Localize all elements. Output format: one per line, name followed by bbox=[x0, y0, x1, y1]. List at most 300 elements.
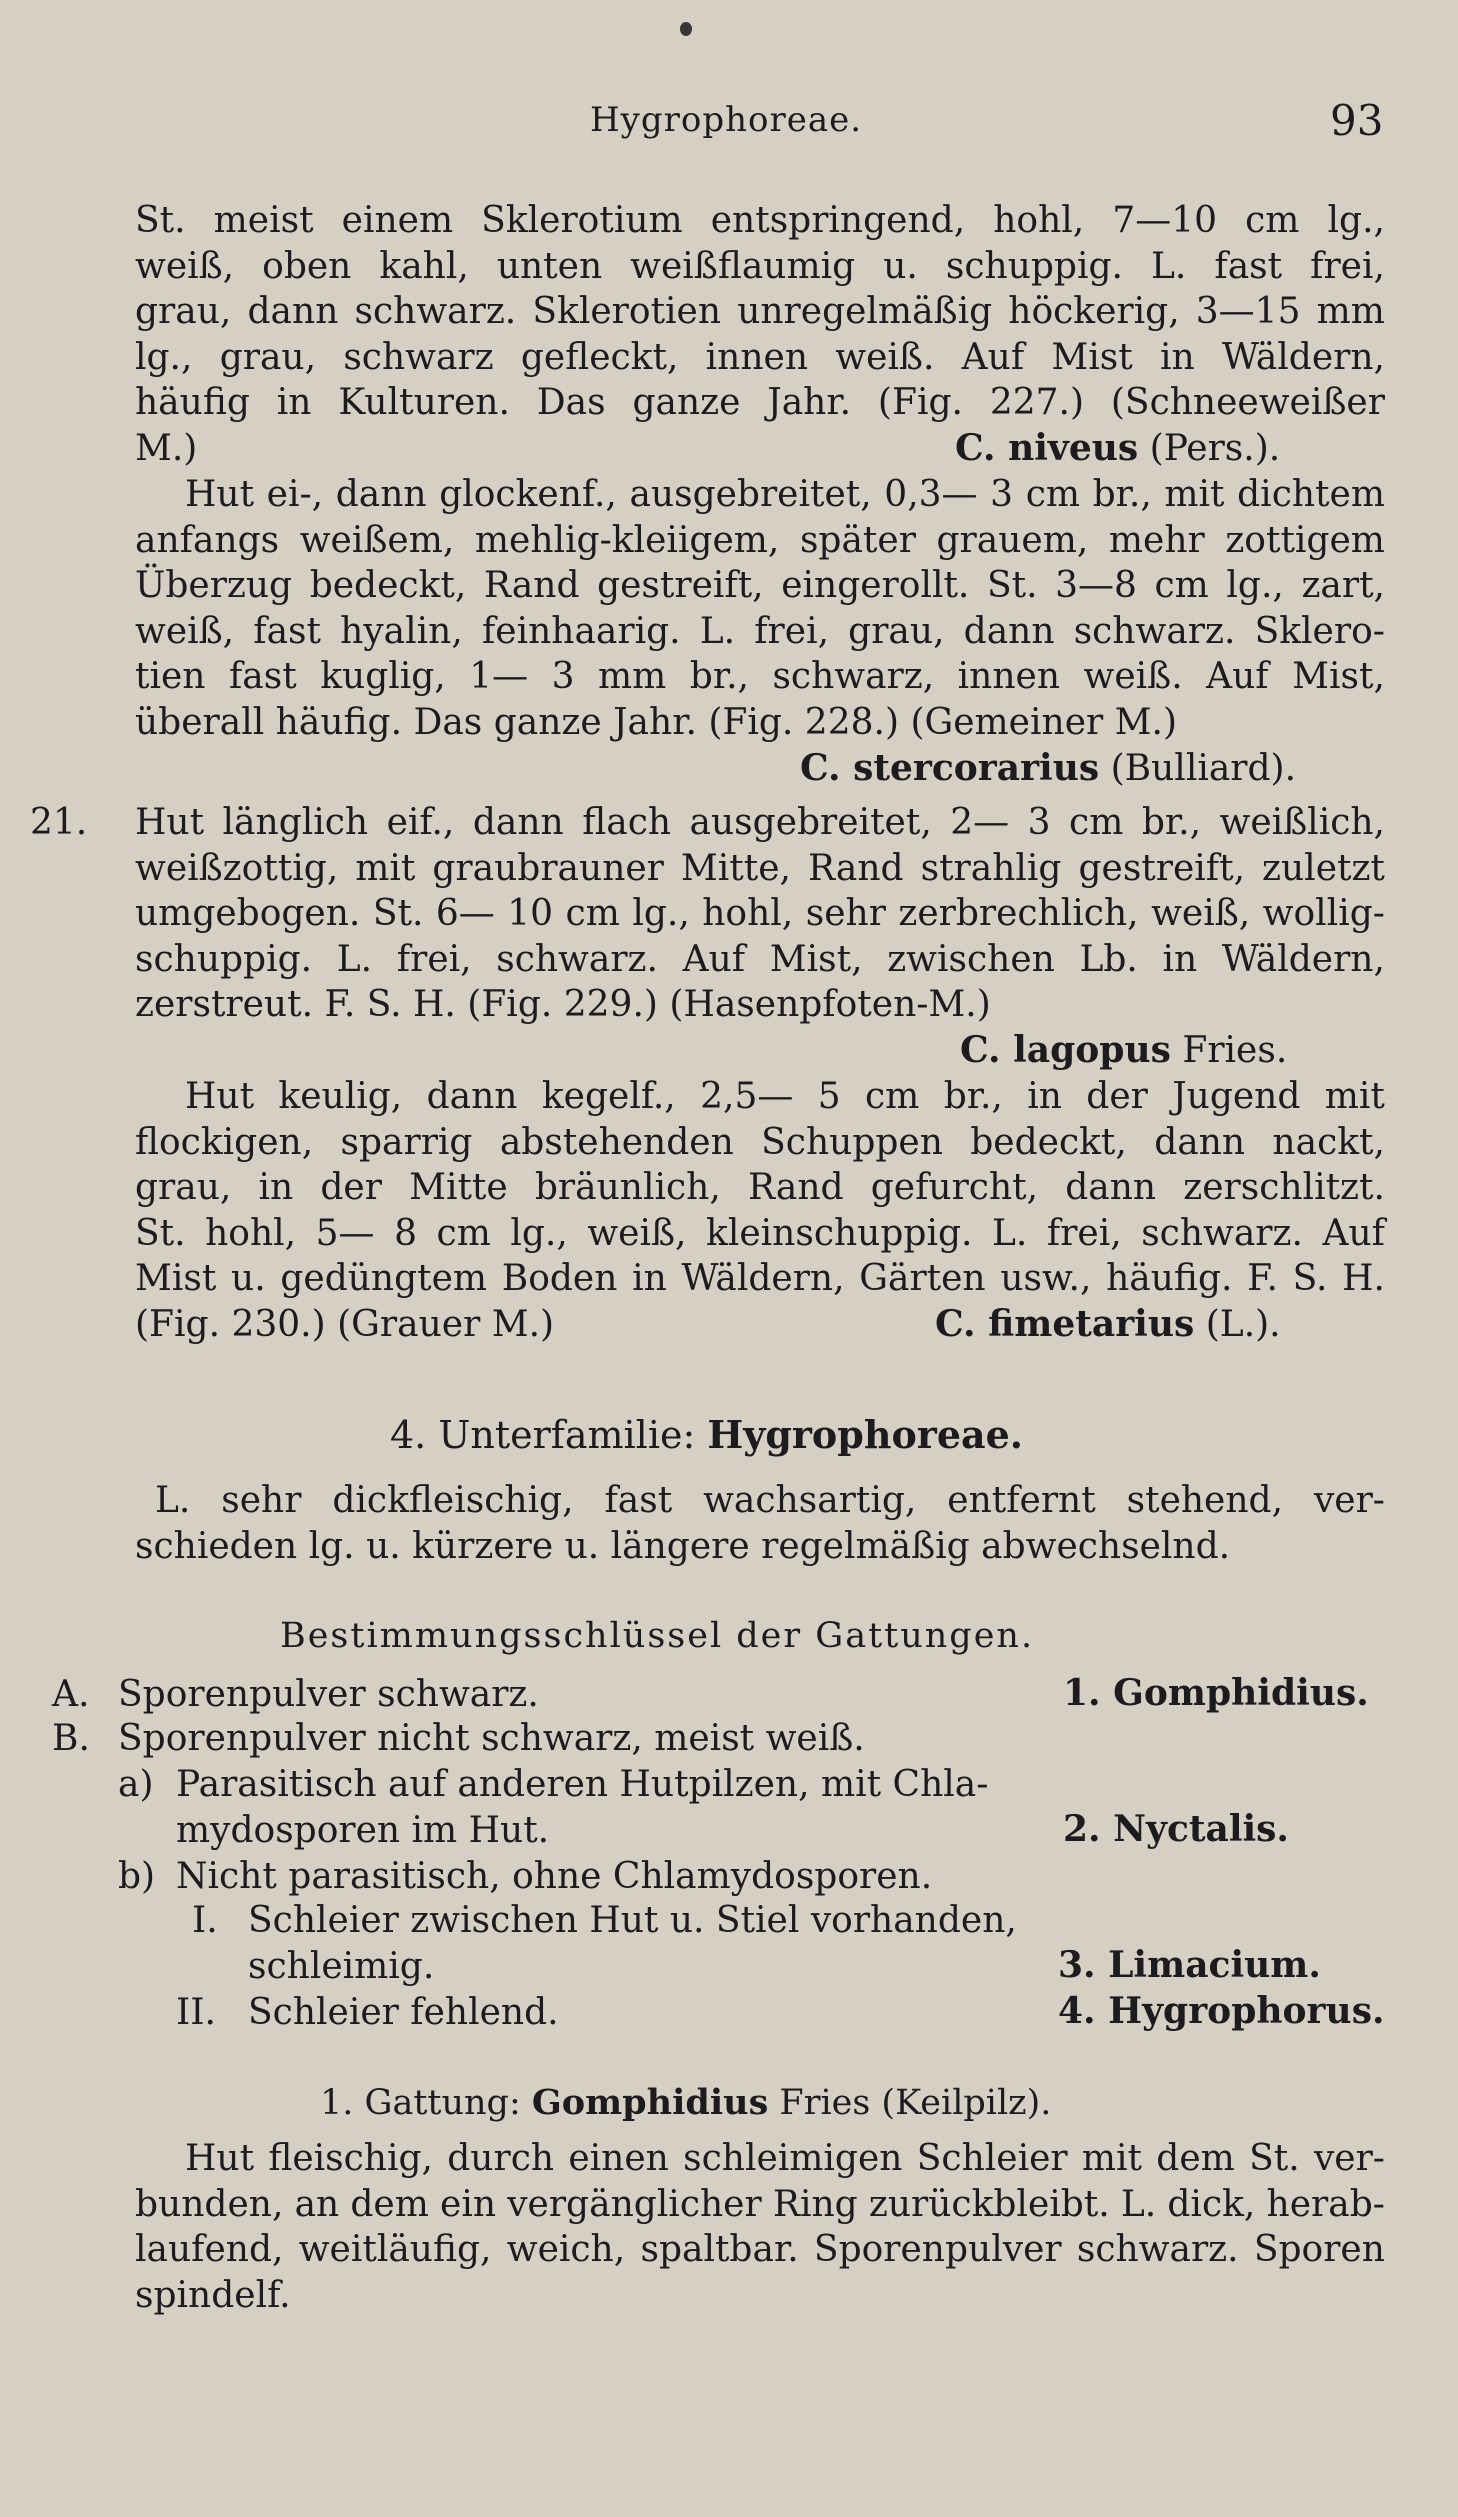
word: kahl, bbox=[379, 245, 469, 287]
word: meist bbox=[213, 200, 314, 241]
species-author: (Pers.). bbox=[1138, 427, 1281, 469]
word: schwarz. bbox=[1073, 610, 1236, 652]
word: innen bbox=[957, 656, 1061, 698]
word: mm bbox=[1316, 291, 1385, 333]
word: cm bbox=[565, 893, 620, 935]
couplet-number: 21. bbox=[30, 802, 88, 843]
word: häufig. bbox=[1106, 1258, 1233, 1300]
word: Ring bbox=[772, 2183, 858, 2225]
word: weiß, bbox=[135, 245, 235, 287]
species-binomial: C. fimetarius bbox=[935, 1302, 1195, 1345]
word: dann bbox=[963, 610, 1055, 652]
word: cm bbox=[1025, 474, 1080, 515]
word: Auf bbox=[1206, 656, 1269, 698]
word: entfernt bbox=[947, 1480, 1096, 1521]
word: ausgebreitet, bbox=[629, 474, 872, 515]
word: Jahr. bbox=[767, 382, 852, 424]
word: weiß, bbox=[587, 1212, 687, 1254]
word: gefurcht, bbox=[870, 1167, 1039, 1209]
word: Sporen bbox=[1253, 2229, 1385, 2271]
word: weiß. bbox=[835, 336, 935, 378]
word: lg., bbox=[510, 1212, 568, 1254]
word: Hut bbox=[185, 474, 255, 515]
word: unten bbox=[496, 245, 603, 287]
word: nackt, bbox=[1272, 1121, 1385, 1163]
species-binomial: C. niveus bbox=[955, 426, 1139, 469]
word: an bbox=[294, 2183, 340, 2225]
word: (Schneeweißer bbox=[1110, 382, 1385, 424]
word: schwarz. bbox=[496, 938, 658, 980]
word: abstehenden bbox=[499, 1121, 734, 1163]
word: sparrig bbox=[340, 1121, 473, 1163]
word: 3 bbox=[551, 656, 575, 698]
text-line: zerstreut. F. S. H. (Fig. 229.) (Hasenpfoten-M.) bbox=[135, 984, 991, 1026]
text-line bbox=[135, 289, 1385, 335]
word: ver- bbox=[1313, 2138, 1385, 2179]
word: grau, bbox=[135, 1167, 232, 1209]
word: dann bbox=[472, 802, 564, 843]
word: Das bbox=[536, 382, 606, 424]
word: mehlig-kleiigem, bbox=[474, 519, 780, 561]
word: fleischig, bbox=[268, 2138, 433, 2179]
word: ver- bbox=[1313, 1480, 1385, 1521]
species-author: (L.). bbox=[1194, 1303, 1281, 1345]
text-line bbox=[135, 1478, 1385, 1524]
word: hyalin, bbox=[340, 610, 463, 652]
word: 3 bbox=[990, 474, 1014, 515]
word: mehr bbox=[1108, 519, 1205, 561]
paragraph-stercorarius bbox=[135, 472, 1385, 791]
ink-dot bbox=[680, 22, 692, 36]
word: St. bbox=[1249, 2138, 1300, 2179]
word: wollig- bbox=[1262, 893, 1385, 935]
word: glockenf., bbox=[439, 474, 617, 515]
word: feinhaarig. bbox=[481, 610, 681, 652]
text-line bbox=[135, 1165, 1385, 1211]
word: Sporenpulver bbox=[813, 2229, 1062, 2271]
word: dann bbox=[1065, 1167, 1157, 1209]
word: Auf bbox=[961, 336, 1025, 378]
word: gestreift, bbox=[1078, 847, 1246, 889]
word: 3—15 bbox=[1195, 291, 1301, 333]
word: kuglig, bbox=[320, 656, 446, 698]
species-name bbox=[955, 426, 1280, 472]
word: frei, bbox=[396, 938, 472, 980]
text-line bbox=[135, 2136, 1385, 2182]
word: weiß, bbox=[1151, 893, 1251, 935]
species-name bbox=[935, 1302, 1281, 1348]
word: Schleier bbox=[916, 2138, 1068, 2179]
text-line bbox=[135, 891, 1385, 937]
word: frei, bbox=[1046, 1212, 1122, 1254]
word: kegelf., bbox=[541, 1076, 676, 1117]
word: eif., bbox=[386, 802, 455, 843]
subfamily-heading bbox=[390, 1412, 1023, 1457]
word: schwarz, bbox=[772, 656, 935, 698]
word: vergänglicher bbox=[507, 2183, 762, 2225]
text-fragment: M.) bbox=[135, 427, 198, 469]
word: weißzottig, bbox=[135, 847, 339, 889]
word: umgebogen. bbox=[135, 893, 361, 935]
running-header: Hygrophoreae. bbox=[590, 100, 863, 140]
word: St. bbox=[135, 1212, 186, 1254]
key-text-ii: Schleier fehlend. bbox=[248, 1992, 559, 2033]
word: cm bbox=[436, 1212, 491, 1254]
genus-name: Gomphidius bbox=[531, 2082, 769, 2123]
word: mit bbox=[1324, 1076, 1385, 1117]
word: weißlich, bbox=[1219, 802, 1385, 843]
word: lg., bbox=[135, 336, 193, 378]
species-author: Fries. bbox=[1170, 1029, 1288, 1071]
text-line bbox=[135, 335, 1385, 381]
word: Kulturen. bbox=[338, 382, 510, 424]
word: Auf bbox=[1322, 1212, 1385, 1254]
word: mit bbox=[355, 847, 416, 889]
text-line: überall häufig. Das ganze Jahr. (Fig. 228.) (Gemeiner M.) bbox=[135, 701, 1177, 743]
word: frei, bbox=[1310, 245, 1385, 287]
word: 8 bbox=[394, 1212, 417, 1254]
genus-heading bbox=[320, 2082, 1051, 2123]
word: bedeckt, bbox=[309, 565, 467, 607]
word: br., bbox=[943, 1076, 1003, 1117]
word: St. bbox=[135, 200, 186, 241]
word: dann bbox=[247, 291, 339, 333]
text-line bbox=[135, 937, 1385, 983]
genus-suffix: Fries (Keilpilz). bbox=[768, 2083, 1052, 2123]
word: sehr bbox=[221, 1480, 302, 1521]
word: Mist bbox=[1051, 336, 1133, 378]
word: L. bbox=[991, 1212, 1028, 1254]
word: schwarz. bbox=[1141, 1212, 1303, 1254]
paragraph-lagopus bbox=[30, 800, 1385, 1074]
word: 7—10 bbox=[1112, 200, 1218, 241]
word: sehr bbox=[805, 893, 886, 935]
word: in bbox=[258, 1167, 294, 1209]
word: flockigen, bbox=[135, 1121, 314, 1163]
word: bräunlich, bbox=[534, 1167, 721, 1209]
word: zerschlitzt. bbox=[1183, 1167, 1385, 1209]
text-line: schieden lg. u. kürzere u. längere regelmäßig abwechselnd. bbox=[135, 1525, 1231, 1567]
word: weitläufig, bbox=[298, 2229, 492, 2271]
word: dem bbox=[1156, 2138, 1235, 2179]
word: keulig, bbox=[278, 1076, 403, 1117]
word: schleimigen bbox=[683, 2138, 903, 2179]
word: Schuppen bbox=[761, 1121, 943, 1163]
text-fragment: (Fig. 230.) (Grauer M.) bbox=[135, 1303, 555, 1345]
key-label-ii: II. bbox=[176, 1992, 216, 2033]
species-name bbox=[960, 1028, 1287, 1074]
word: innen bbox=[705, 336, 809, 378]
word: Wäldern, bbox=[1221, 938, 1385, 980]
word: Sklerotien bbox=[532, 291, 722, 333]
word: dichtem bbox=[1237, 474, 1385, 515]
text-line bbox=[135, 2182, 1385, 2228]
text-line bbox=[135, 654, 1385, 700]
word: häufig bbox=[135, 382, 250, 424]
word: anfangs bbox=[135, 519, 280, 561]
word: 5— bbox=[315, 1212, 375, 1254]
word: der bbox=[1086, 1076, 1148, 1117]
word: fast bbox=[253, 610, 321, 652]
word: ein bbox=[440, 2183, 497, 2225]
word: br., bbox=[1092, 474, 1152, 515]
word: weich, bbox=[506, 2229, 626, 2271]
word: zottigem bbox=[1225, 519, 1385, 561]
word: L. bbox=[336, 938, 373, 980]
text-line bbox=[135, 1028, 1385, 1074]
word: lg., bbox=[1327, 200, 1385, 241]
word: weiß, bbox=[135, 610, 235, 652]
word: 10 bbox=[507, 893, 554, 935]
word: spaltbar. bbox=[640, 2229, 799, 2271]
word: Rand bbox=[483, 565, 580, 607]
key-label-b: B. bbox=[52, 1718, 90, 1759]
word: cm bbox=[865, 1076, 920, 1117]
text-line bbox=[135, 1074, 1385, 1120]
word: H. bbox=[1342, 1258, 1385, 1300]
word: lg., bbox=[1226, 565, 1284, 607]
word: grau, bbox=[219, 336, 317, 378]
word: in bbox=[276, 382, 312, 424]
word: Sklero- bbox=[1254, 610, 1385, 652]
word: stehend, bbox=[1126, 1480, 1284, 1521]
subfamily-description bbox=[135, 1478, 1385, 1569]
word: schuppig. bbox=[945, 245, 1123, 287]
word: fast bbox=[1214, 245, 1283, 287]
text-line bbox=[135, 426, 1385, 472]
word: 2,5— bbox=[700, 1076, 794, 1117]
word: dann bbox=[426, 1076, 518, 1117]
word: später bbox=[799, 519, 916, 561]
word: grau, bbox=[848, 610, 945, 652]
word: Auf bbox=[682, 938, 746, 980]
word: der bbox=[320, 1167, 382, 1209]
key-text-ba-2: mydosporen im Hut. bbox=[176, 1810, 550, 1851]
word: St. bbox=[986, 565, 1038, 607]
key-text-bb: Nicht parasitisch, ohne Chlamydosporen. bbox=[176, 1856, 933, 1897]
word: Mist bbox=[135, 1258, 217, 1300]
word: zurückbleibt. bbox=[868, 2183, 1110, 2225]
text-line bbox=[135, 563, 1385, 609]
word: gedüngtem bbox=[280, 1258, 488, 1300]
page-number: 93 bbox=[1330, 96, 1384, 145]
word: St. bbox=[372, 893, 424, 935]
word: schwarz bbox=[343, 336, 494, 378]
word: unregelmäßig bbox=[737, 291, 993, 333]
word: oben bbox=[262, 245, 352, 287]
word: fast bbox=[604, 1480, 673, 1521]
key-genus-limacium: 3. Limacium. bbox=[1058, 1944, 1321, 1986]
word: u. bbox=[883, 245, 918, 287]
word: ei-, bbox=[266, 474, 324, 515]
word: br., bbox=[689, 656, 749, 698]
word: in bbox=[1160, 336, 1195, 378]
word: in bbox=[1027, 1076, 1062, 1117]
word: Hut bbox=[185, 1076, 255, 1117]
word: cm bbox=[1069, 802, 1124, 843]
word: höckerig, bbox=[1008, 291, 1180, 333]
word: Mist, bbox=[769, 938, 863, 980]
word: 0,3— bbox=[884, 474, 978, 515]
word: Überzug bbox=[135, 565, 293, 607]
word: Mitte, bbox=[680, 847, 791, 889]
word: tien bbox=[135, 656, 206, 698]
word: eingerollt. bbox=[781, 565, 970, 607]
word: schwarz. bbox=[1076, 2229, 1239, 2271]
species-binomial: C. lagopus bbox=[960, 1028, 1171, 1071]
key-label-i: I. bbox=[192, 1900, 218, 1941]
word: dick, bbox=[1167, 2183, 1256, 2225]
word: grauem, bbox=[936, 519, 1089, 561]
key-title: Bestimmungsschlüssel der Gattungen. bbox=[280, 1616, 1035, 1656]
word: kleinschuppig. bbox=[706, 1212, 973, 1254]
word: br., bbox=[1141, 802, 1202, 843]
key-text-b: Sporenpulver nicht schwarz, meist weiß. bbox=[118, 1718, 865, 1759]
species-author: (Bulliard). bbox=[1099, 747, 1297, 789]
word: schuppig. bbox=[135, 938, 313, 980]
key-text-ba-1: Parasitisch auf anderen Hutpilzen, mit Chla- bbox=[176, 1764, 989, 1805]
key-text-a: Sporenpulver schwarz. bbox=[118, 1674, 539, 1715]
word: gestreift, bbox=[597, 565, 764, 607]
word: flach bbox=[582, 802, 672, 843]
word: Mist, bbox=[1292, 656, 1385, 698]
word: laufend, bbox=[135, 2229, 284, 2271]
word: lg., bbox=[632, 893, 690, 935]
word: L. bbox=[699, 610, 736, 652]
key-text-i-1: Schleier zwischen Hut u. Stiel vorhanden, bbox=[248, 1900, 1017, 1941]
text-line bbox=[135, 244, 1385, 290]
text-line bbox=[135, 1211, 1385, 1257]
word: zart, bbox=[1301, 565, 1385, 607]
word: Wäldern, bbox=[1221, 336, 1385, 378]
word: 5 bbox=[817, 1076, 841, 1117]
word: Rand bbox=[807, 847, 904, 889]
text-line bbox=[135, 472, 1385, 518]
text-line bbox=[135, 846, 1385, 892]
subfamily-prefix: 4. Unterfamilie: bbox=[390, 1413, 708, 1457]
word: dann bbox=[335, 474, 427, 515]
word: Mitte bbox=[409, 1167, 508, 1209]
subfamily-name: Hygrophoreae. bbox=[707, 1412, 1024, 1457]
word: grau, bbox=[135, 291, 232, 333]
word: einen bbox=[568, 2138, 669, 2179]
word: länglich bbox=[222, 802, 369, 843]
word: ausgebreitet, bbox=[689, 802, 932, 843]
word: mm bbox=[598, 656, 667, 698]
word: graubrauner bbox=[432, 847, 664, 889]
text-line bbox=[135, 609, 1385, 655]
word: cm bbox=[1154, 565, 1209, 607]
word: zerbrechlich, bbox=[898, 893, 1139, 935]
word: u. bbox=[231, 1258, 266, 1300]
text-line: spindelf. bbox=[135, 2274, 291, 2316]
word: usw., bbox=[1000, 1258, 1092, 1300]
word: L. bbox=[1120, 2183, 1157, 2225]
word: Boden bbox=[501, 1258, 618, 1300]
paragraph-fimetarius bbox=[135, 1074, 1385, 1348]
word: mit bbox=[1164, 474, 1225, 515]
text-line bbox=[135, 380, 1385, 426]
text-line bbox=[135, 1256, 1385, 1302]
word: Rand bbox=[747, 1167, 844, 1209]
word: 6— bbox=[435, 893, 495, 935]
word: strahlig bbox=[920, 847, 1062, 889]
word: dickfleischig, bbox=[332, 1480, 574, 1521]
species-name bbox=[800, 746, 1296, 792]
word: durch bbox=[447, 2138, 555, 2179]
text-line bbox=[135, 2227, 1385, 2273]
key-genus-gomphidius: 1. Gomphidius. bbox=[1063, 1672, 1369, 1714]
word: Jugend bbox=[1172, 1076, 1301, 1117]
text-line bbox=[135, 1302, 1385, 1348]
word: Wäldern, bbox=[681, 1258, 845, 1300]
key-label-a: A. bbox=[52, 1674, 90, 1715]
key-text-i-2: schleimig. bbox=[248, 1946, 435, 1987]
word: S. bbox=[1292, 1258, 1328, 1300]
word: fast bbox=[228, 656, 297, 698]
text-line-content bbox=[135, 800, 1385, 846]
text-line bbox=[30, 800, 1385, 846]
word: ganze bbox=[632, 382, 741, 424]
word: 3 bbox=[1027, 802, 1051, 843]
text-line bbox=[135, 746, 1385, 792]
word: zuletzt bbox=[1262, 847, 1385, 889]
word: 3—8 bbox=[1055, 565, 1137, 607]
word: 227.) bbox=[989, 382, 1085, 424]
word: gefleckt, bbox=[520, 336, 679, 378]
word: L. bbox=[1151, 245, 1187, 287]
word: cm bbox=[1245, 200, 1300, 241]
word: frei, bbox=[754, 610, 830, 652]
word: hohl, bbox=[205, 1212, 297, 1254]
word: mit bbox=[1081, 2138, 1143, 2179]
text-line bbox=[135, 518, 1385, 564]
word: bunden, bbox=[135, 2183, 284, 2225]
word: hohl, bbox=[993, 200, 1085, 241]
word: in bbox=[632, 1258, 667, 1300]
word: F. bbox=[1247, 1258, 1278, 1300]
word: zwischen bbox=[887, 938, 1055, 980]
genus-prefix: 1. Gattung: bbox=[320, 2083, 532, 2123]
word: weiß. bbox=[1083, 656, 1183, 698]
word: hohl, bbox=[702, 893, 794, 935]
word: wachsartig, bbox=[703, 1480, 917, 1521]
word: bedeckt, bbox=[970, 1121, 1127, 1163]
word: einem bbox=[341, 200, 454, 241]
word: Gärten bbox=[859, 1258, 986, 1300]
word: entspringend, bbox=[710, 200, 966, 241]
word: Hut bbox=[185, 2138, 255, 2179]
word: in bbox=[1162, 938, 1198, 980]
word: schwarz. bbox=[354, 291, 517, 333]
text-line bbox=[135, 198, 1385, 244]
word: herab- bbox=[1266, 2183, 1385, 2225]
word: Lb. bbox=[1079, 938, 1138, 980]
word: (Fig. bbox=[877, 382, 963, 424]
key-genus-nyctalis: 2. Nyctalis. bbox=[1063, 1808, 1289, 1850]
word: Sklerotium bbox=[481, 200, 683, 241]
word: 1— bbox=[469, 656, 529, 698]
word: 2— bbox=[950, 802, 1010, 843]
word: dem bbox=[350, 2183, 429, 2225]
word: weißflaumig bbox=[630, 245, 856, 287]
word: weißem, bbox=[299, 519, 455, 561]
species-binomial: C. stercorarius bbox=[800, 746, 1100, 789]
genus-description bbox=[135, 2136, 1385, 2318]
key-label-ba: a) bbox=[118, 1764, 154, 1805]
text-line bbox=[135, 1120, 1385, 1166]
word: L. bbox=[155, 1480, 191, 1521]
